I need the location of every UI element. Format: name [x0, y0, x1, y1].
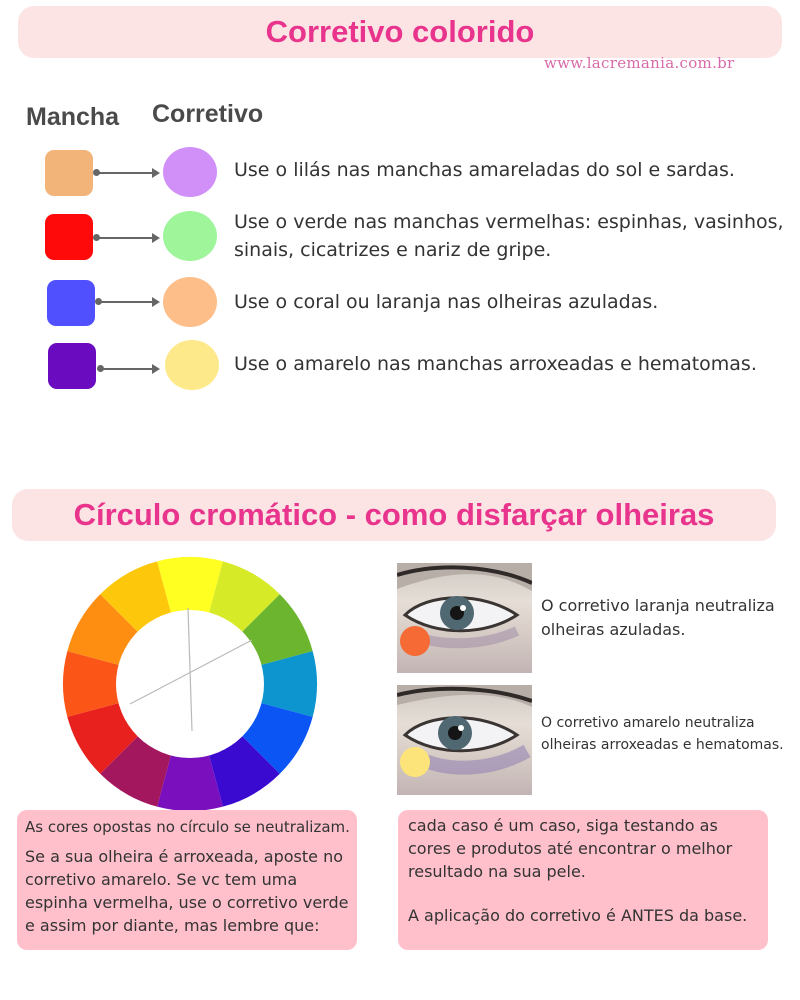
- row-text: Use o amarelo nas manchas arroxeadas e hematomas.: [234, 353, 757, 375]
- section-banner: [12, 489, 776, 541]
- corretivo-circle: [163, 147, 217, 197]
- arrow-icon: [98, 301, 158, 303]
- corretivo-heading: Corretivo: [152, 100, 264, 128]
- row-text: Use o lilás nas manchas amareladas do sol e sardas.: [234, 159, 735, 181]
- mancha-swatch: [45, 214, 93, 260]
- eye-photo: [397, 563, 532, 673]
- mancha-swatch: [47, 280, 95, 326]
- corrector-dot: [400, 747, 430, 777]
- row-text: Use o coral ou laranja nas olheiras azuladas.: [234, 291, 659, 313]
- note-left-line1: As cores opostas no círculo se neutralizam.: [25, 818, 350, 836]
- photo-caption: O corretivo laranja neutraliza olheiras azuladas.: [541, 596, 775, 639]
- arrow-icon: [100, 368, 158, 370]
- corrector-dot: [400, 626, 430, 656]
- section-title: Círculo cromático - como disfarçar olheiras: [73, 497, 715, 532]
- corretivo-circle: [165, 340, 219, 390]
- photo-caption: O corretivo amarelo neutraliza olheiras arroxeadas e hematomas.: [541, 715, 784, 753]
- eye-icon: [397, 563, 532, 673]
- site-url: www.lacremania.com.br: [544, 54, 735, 72]
- note-left-text: Se a sua olheira é arroxeada, aposte no corretivo amarelo. Se vc tem uma espinha vermelha, use o corretivo verde e assim por diante, mas lembre que:: [25, 847, 349, 935]
- arrow-icon: [96, 172, 158, 174]
- mancha-swatch: [48, 343, 96, 389]
- title-banner: [18, 6, 782, 58]
- mancha-heading: Mancha: [26, 103, 120, 131]
- color-wheel: [62, 556, 318, 812]
- eye-photo: [397, 685, 532, 795]
- row-text: Use o verde nas manchas vermelhas: espinhas, vasinhos, sinais, cicatrizes e nariz de gripe.: [234, 211, 784, 261]
- arrow-icon: [96, 237, 158, 239]
- page-title: Corretivo colorido: [265, 14, 535, 49]
- corretivo-circle: [163, 211, 217, 261]
- mancha-swatch: [45, 150, 93, 196]
- note-right-text: cada caso é um caso, siga testando as cores e produtos até encontrar o melhor resultado na sua pele.: [408, 816, 733, 881]
- note-right-text2: A aplicação do corretivo é ANTES da base.: [408, 906, 748, 925]
- corretivo-circle: [163, 277, 217, 327]
- eye-icon: [397, 685, 532, 795]
